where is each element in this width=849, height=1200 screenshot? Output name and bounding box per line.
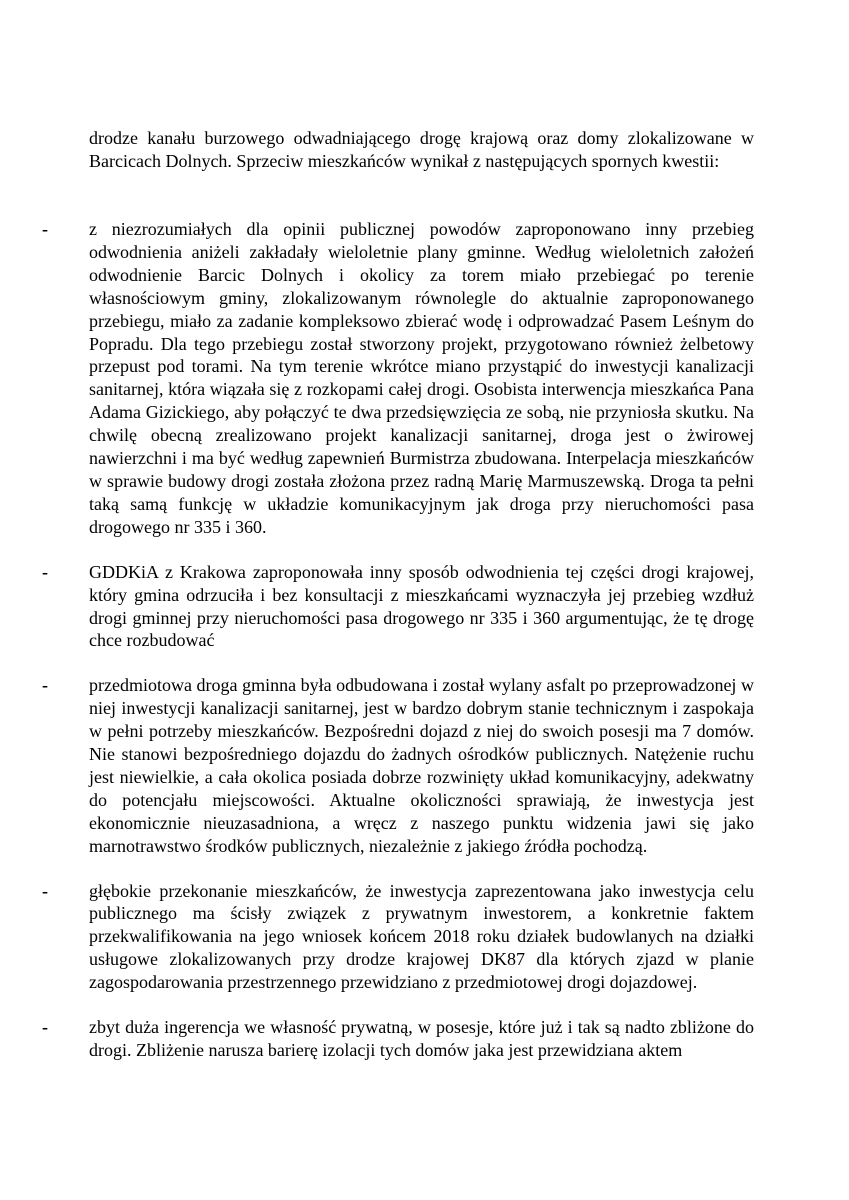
list-item [0, 880, 849, 995]
list-item-text: głębokie przekonanie mieszkańców, że inwestycja zaprezentowana jako inwestycja celu publicznego ma ścisły związek z prywatnym inwestorem, a konkretnie faktem przekwalifikowania na jego wniosek końcem 2018 roku działek budowlanych na działki usługowe zlokalizowanych przy drodze krajowej DK87 dla których zjazd w planie zagospodarowania przestrzennego przewidziano z przedmiotowej drogi dojazdowej. [89, 880, 754, 993]
list-bullet: - [42, 880, 48, 901]
list-bullet: - [42, 675, 48, 696]
list-item [0, 674, 849, 857]
list-bullet: - [42, 219, 48, 239]
list-bullet: - [42, 1017, 48, 1038]
intro-paragraph: drodze kanału burzowego odwadniającego drogę krajową oraz domy zlokalizowane w Barcicach Dolnych. Sprzeciw mieszkańców wynikał z następujących spornych kwestii: [89, 128, 754, 171]
list-item [0, 1016, 849, 1062]
list-item-text: z niezrozumiałych dla opinii publicznej powodów zaproponowano inny przebieg odwodnienia aniżeli zakładały wieloletnie plany gminne. Według wieloletnich założeń odwodnienie Barcic Dolnych i okolicy za torem miało przebiegać po terenie własnościowym gminy, zlokalizowanym równolegle do aktualnie zaproponowanego przebiegu, miało za zadanie kompleksowo zbierać wodę i odprowadzać Pasem Leśnym do Popradu. Dla tego przebiegu został stworzony projekt, przygotowano również żelbetowy przepust pod torami. Na tym terenie wkrótce miano przystąpić do inwestycji kanalizacji sanitarnej, która wiązała się z rozkopami całej drogi. Osobista interwencja mieszkańca Pana Adama Gizickiego, aby połączyć te dwa przedsięwzięcia ze sobą, nie przyniosła skutku. Na chwilę obecną zrealizowano projekt kanalizacji sanitarnej, droga jest o żwirowej nawierzchni i ma być według zapewnień Burmistrza zbudowana. Interpelacja mieszkańców w sprawie budowy drogi została złożona przez radną Marię Marmuszewską. Droga ta pełni taką samą funkcję w układzie komunikacyjnym jak droga przy nieruchomości pasa drogowego nr 335 i 360. [89, 219, 754, 537]
list-item [0, 561, 849, 653]
list-item [0, 218, 849, 539]
list-item-text: zbyt duża ingerencja we własność prywatną, w posesje, które już i tak są nadto zbliżone do drogi. Zbliżenie narusza barierę izolacji tych domów jaka jest przewidziana aktem [89, 1017, 754, 1060]
list-bullet: - [42, 561, 48, 582]
list-item-text: przedmiotowa droga gminna była odbudowana i został wylany asfalt po przeprowadzonej w niej inwestycji kanalizacji sanitarnej, jest w bardzo dobrym stanie technicznym i zaspokaja w pełni potrzeby mieszkańców. Bezpośredni dojazd z niej do swoich posesji ma 7 domów. Nie stanowi bezpośredniego dojazdu do żadnych ośrodków publicznych. Natężenie ruchu jest niewielkie, a cała okolica posiada dobrze rozwinięty układ komunikacyjny, adekwatny do potencjału miejscowości. Aktualne okoliczności sprawiają, że inwestycja jest ekonomicznie nieuzasadniona, a wręcz z naszego punktu widzenia jawi się jako marnotrawstwo środków publicznych, niezależnie z jakiego źródła pochodzą. [89, 675, 754, 856]
list-item-text: GDDKiA z Krakowa zaproponowała inny sposób odwodnienia tej części drogi krajowej, który gmina odrzuciła i bez konsultacji z mieszkańcami wyznaczyła jej przebieg wzdłuż drogi gminnej przy nieruchomości pasa drogowego nr 335 i 360 argumentując, że tę drogę chce rozbudować [89, 561, 754, 651]
objection-list [0, 218, 849, 1084]
